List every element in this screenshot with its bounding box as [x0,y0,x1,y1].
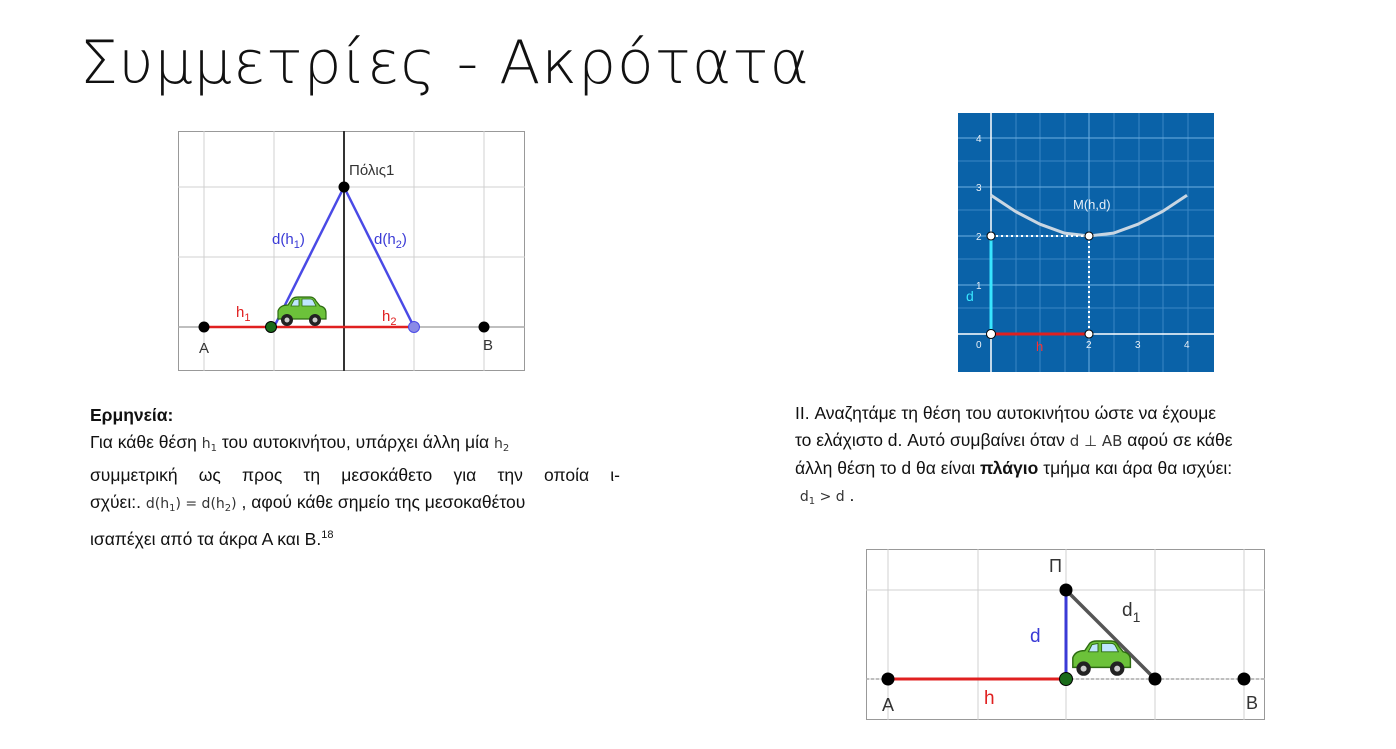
text-line: συμμετρική ως προς τη μεσοκάθετο για την οποία ι- [90,465,620,485]
point-h [1060,673,1073,686]
figure-graph [958,113,1214,372]
d-label: d [966,288,974,304]
figure-perpendicular [866,549,1266,721]
interpretation-heading: Ερμηνεία: [90,405,174,425]
x-tick: 2 [1086,340,1092,351]
page-title: Συμμετρίες - Ακρότατα [80,28,811,98]
text-line: σχύει:. $d(h_1) = d(h_2)$ , αφού κάθε σημείο της μεσοκαθέτου [90,492,526,514]
d-label: d [1030,626,1041,647]
text-line: $d_1 > d$ . [799,485,855,507]
footnote-ref: 18 [321,529,334,541]
x-tick: 4 [1184,340,1190,351]
point-foot [1149,673,1162,686]
text-line: άλλη θέση το d θα είναι πλάγιο τμήμα και άρα θα ισχύει: [795,458,1233,478]
d1-label: $d_1$ [1122,600,1141,625]
point-d [987,232,995,240]
h-label: h [1036,339,1044,354]
point-h [1085,330,1093,338]
point-b-label: B [483,337,494,354]
x-tick: 3 [1135,340,1141,351]
text-line: Για κάθε θέση $h_1$ του αυτοκινήτου, υπάρχει άλλη μία $h_2$ [90,432,510,454]
point-polis-label: Πόλις1 [349,162,395,179]
d-h2-label: $d(h_2)$ [374,231,407,251]
figure-symmetry [178,131,526,372]
h1-label: $h_1$ [236,304,251,324]
minimum-paragraph [795,400,1340,515]
point-a [882,673,895,686]
point-origin [987,330,996,339]
point-h1 [266,322,277,333]
x-tick: 0 [976,340,982,351]
h-label: h [984,688,995,709]
y-tick: 2 [976,232,982,243]
text-line: ισαπέχει από τα άκρα Α και Β.$^{18}$ [90,529,334,549]
h2-label: $h_2$ [382,308,397,328]
y-tick: 1 [976,281,982,292]
point-polis [339,182,350,193]
point-p-label: Π [1049,556,1062,576]
point-b [1238,673,1251,686]
point-p [1060,584,1073,597]
point-m-label: M(h,d) [1073,197,1111,212]
interpretation-paragraph [90,402,620,553]
point-a [199,322,210,333]
y-tick: 4 [976,134,982,145]
text-line: II. Αναζητάμε τη θέση του αυτοκινήτου ώστε να έχουμε [795,403,1217,423]
point-h2 [409,322,420,333]
point-a-label: A [882,695,895,715]
text-line: το ελάχιστο d. Αυτό συμβαίνει όταν d ⊥ AB αφού σε κάθε [795,430,1233,450]
point-a-label: A [199,340,210,357]
point-b [479,322,490,333]
d-h1-label: $d(h_1)$ [272,231,305,251]
point-m [1085,232,1093,240]
point-b-label: B [1246,693,1259,713]
y-tick: 3 [976,183,982,194]
